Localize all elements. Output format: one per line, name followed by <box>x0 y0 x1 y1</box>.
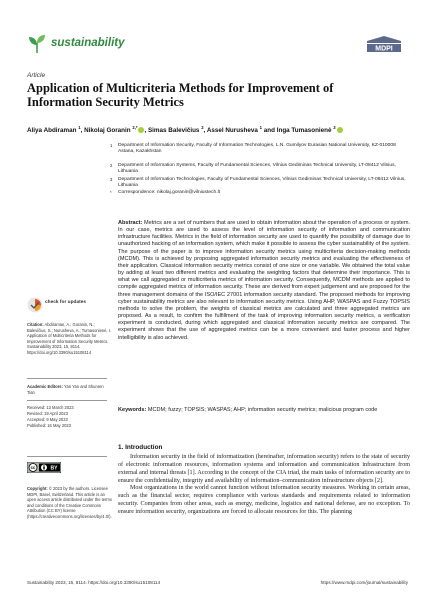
check-updates-icon <box>27 297 43 313</box>
keywords-label: Keywords: <box>118 407 147 413</box>
author-name[interactable]: Simas Balevičius $^2$ <box>147 125 204 135</box>
affiliation-number: 3 <box>110 177 113 182</box>
cc-by-license-icon[interactable] <box>27 462 61 473</box>
editors-names: Yan Yan and Shunren Tian <box>27 384 104 395</box>
date-label: Accepted: <box>27 417 46 422</box>
footer-citation[interactable]: Sustainability 2023, 15, 8114. https://doi.org/10.3390/su15108114 <box>27 580 161 585</box>
article-type: Article <box>27 72 46 79</box>
mdpi-logo-text: MDPI <box>375 45 393 53</box>
author-affiliation-marker: 2 <box>201 125 204 130</box>
affiliation-3 <box>110 177 408 190</box>
body-paragraph: Information security in the field of informatization (hereinafter, information security) refers to the state of security of electronic information resources, information systems and information and communication infrastructure from external and internal threats [1]. According to the concept of the CIA triad, the main tasks of information security are to ensure the confidentiality, integrity and availability of information–communication infrastructure objects [2]. <box>118 454 410 484</box>
affiliation-text: Department of Information Systems, Faculty of Fundamental Sciences, Vilnius Gediminas Technical University, LT-08412 Vilnius, Lithuania <box>118 163 396 175</box>
sidebar-divider <box>27 456 107 457</box>
footer-journal-url[interactable]: https://www.mdpi.com/journal/sustainability <box>320 580 408 585</box>
author-affiliation-marker: 1 <box>78 125 81 130</box>
author-name[interactable]: Nikolaj Goranin $^{2,*}$ <box>84 125 138 135</box>
abstract-text: Metrics are a set of numbers that are used to obtain information about the operation of a process or system. In our case, metrics are used to assess the level of information security of information and communication infrastructure facilities. Metrics in the field of information security are used to quantify the possibility of damage due to unauthorized hacking of an information system, which make it possible to assess the cyber sustainability of the system. The purpose of the paper is to improve information security metrics using multicriteria decision-making methods (MCDM). This is achieved by proposing aggregated information security metrics and evaluating the effectiveness of their application. Classical information security metrics consist of one size or one variable. We obtained the total value by adding at least two different metrics and evaluating the weighting factors that determine their importance. This is what we call aggregated or multicriteria metrics of information security. Consequently, MCDM methods are applied to compile aggregated metrics of information security. These are derived from expert judgement and are proposed for the three management domains of the ISO/IEC 27001 information security standard. The proposed methods for improving cyber sustainability metrics are also relevant to information security metrics. Using AHP, WASPAS and Fuzzy TOPSIS methods to solve the problem, the weights of classical metrics are calculated and three aggregated metrics are proposed. As a result, to confirm the fulfillment of the task of improving information security metrics, a verification experiment is conducted, during which aggregated and classical information security metrics are compared. The experiment shows that the use of aggregated metrics can be a more convenient and faster process and higher intelligibility is also achieved. <box>118 220 410 341</box>
affiliation-1 <box>110 143 408 156</box>
accepted-date <box>27 417 112 423</box>
author-affiliation-marker: 2,* <box>132 125 138 130</box>
revised-date <box>27 411 112 417</box>
affiliation-2 <box>110 163 408 176</box>
author-separator: , <box>203 127 207 135</box>
affiliation-number: 2 <box>110 163 113 168</box>
author-separator: , <box>144 127 148 135</box>
date-label: Revised: <box>27 411 43 416</box>
orcid-icon[interactable] <box>337 127 343 133</box>
academic-editors <box>27 384 112 395</box>
citation-label: Citation: <box>27 322 44 327</box>
keywords <box>118 407 410 414</box>
editors-label: Academic Editors: <box>27 384 63 389</box>
body-paragraph: Most organizations in the world cannot function without information security measures. Working in certain areas, such as the financial sector, requires compliance with various standards and requirements related to information security. Companies from other areas, such as energy, medicine, logistics and national defense, are no exception. To ensure information security, organizations are forced to allocate resources for this. The planning <box>118 485 410 515</box>
copyright-text: © 2023 by the authors. Licensee MDPI, Basel, Switzerland. This article is an open access article distributed under the terms and conditions of the Creative Commons Attribution (CC BY) license (https://creativecommons.org/licenses/by/4.0/). <box>27 486 112 519</box>
journal-name[interactable]: sustainability <box>51 37 125 49</box>
author-name[interactable]: Aliya Abdiraman $^1$ <box>27 125 81 135</box>
affiliation-text: Department of Information Technologies, Faculty of Fundamental Sciences, Vilnius Gediminas Technical University, LT-08412 Vilnius, Lithuania <box>118 177 406 189</box>
sidebar-divider <box>27 400 107 401</box>
mdpi-logo[interactable] <box>364 36 404 54</box>
affiliation-number: * <box>110 190 112 195</box>
svg-text:BY: BY <box>50 465 58 472</box>
author-name[interactable]: Inga Tumasonienė $^3$ <box>276 125 336 135</box>
sidebar-divider <box>27 378 107 379</box>
svg-text:cc: cc <box>30 465 36 471</box>
citation-text: Abdiraman, A.; Goranin, N.; Balevičius, S.; Nurusheva, A.; Tumasonienė, I. Application of Multicriteria Methods for Improvement of Information Security Metrics. Sustainability 2023, 15, 8114. https://doi.org/10.3390/su15108114 <box>27 322 111 355</box>
date-value: 16 May 2023 <box>47 423 71 428</box>
body-text <box>118 454 410 517</box>
date-value: 19 April 2023 <box>44 411 68 416</box>
abstract <box>118 220 410 342</box>
author-separator: , <box>80 127 85 135</box>
author-list <box>27 125 407 134</box>
author-affiliation-marker: 1 <box>259 125 263 130</box>
keywords-text: MCDM; fuzzy; TOPSIS; WASPAS; AHP; information security metrics; malicious program code <box>147 407 378 413</box>
copyright-block <box>27 486 112 520</box>
check-updates-label: check for updates <box>45 300 87 305</box>
affiliation-number: 1 <box>110 143 113 148</box>
section-heading: 1. Introduction <box>118 444 163 451</box>
abstract-label: Abstract: <box>118 220 143 226</box>
correspondence-text: Correspondence: nikolaj.goranin@vilniustech.lt <box>118 190 221 195</box>
copyright-label: Copyright: <box>27 486 48 491</box>
author-separator: and <box>262 127 277 135</box>
received-date <box>27 405 112 411</box>
affiliation-text: Department of Information Security, Faculty of Information Technologies, L.N. Gumilyov Eurasian National University, KZ-010008 Astana, Kazakhstan <box>118 143 396 155</box>
citation-block <box>27 322 112 356</box>
check-for-updates-button[interactable] <box>27 297 87 315</box>
date-label: Published: <box>27 423 47 428</box>
author-name[interactable]: Assel Nurusheva $^1$ <box>206 125 263 135</box>
author-affiliation-marker: 3 <box>333 125 336 130</box>
date-label: Received: <box>27 405 46 410</box>
article-title: Application of Multicriteria Methods for Improvement of Information Security Metrics <box>27 81 334 109</box>
published-date <box>27 423 112 429</box>
correspondence <box>110 190 408 196</box>
date-value: 13 March 2023 <box>46 405 74 410</box>
date-value: 9 May 2023 <box>46 417 68 422</box>
leaf-sprout-icon <box>27 34 47 54</box>
